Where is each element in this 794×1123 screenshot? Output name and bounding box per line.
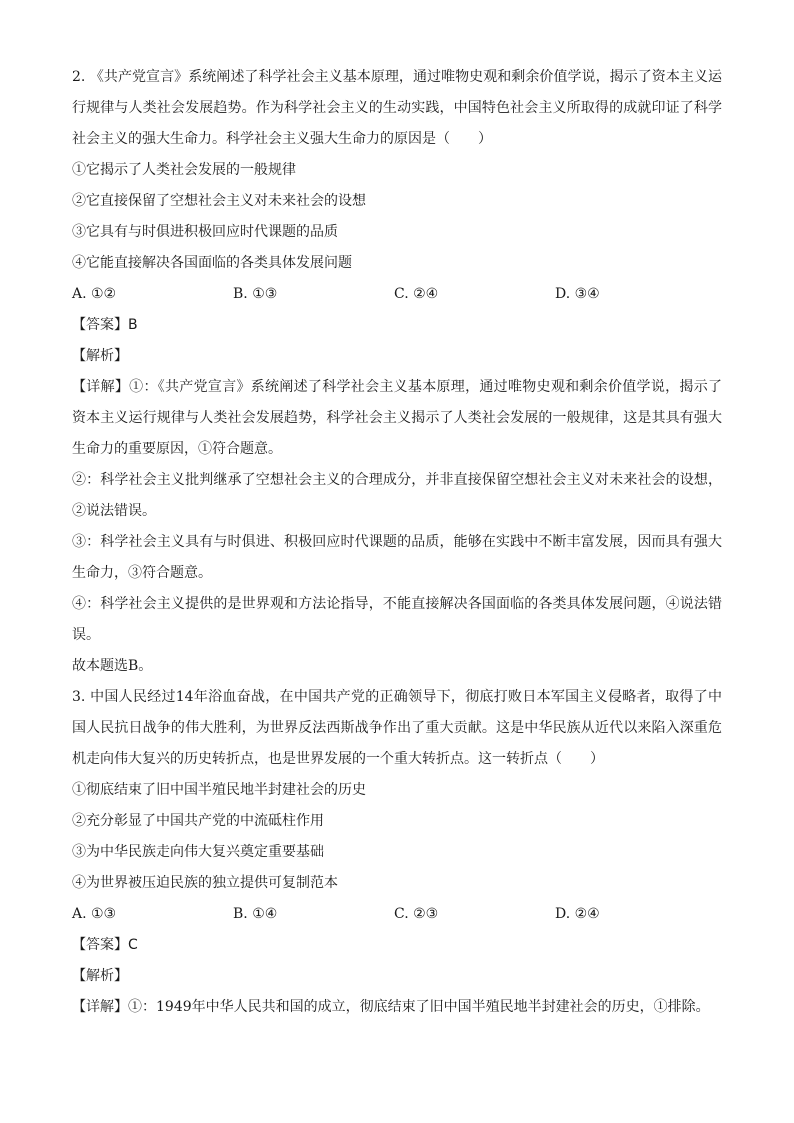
- detail-paragraph: ④：科学社会主义提供的是世界观和方法论指导，不能直接解决各国面临的各类具体发展问题，④说法错误。: [72, 596, 722, 643]
- statement-item: ③它具有与时俱进积极回应时代课题的品质: [72, 224, 338, 240]
- option-d: D. ③④: [555, 286, 600, 302]
- statement-item: ③为中华民族走向伟大复兴奠定重要基础: [72, 844, 324, 860]
- statement-item: ④为世界被压迫民族的独立提供可复制范本: [72, 875, 338, 891]
- statement-item: ②充分彰显了中国共产党的中流砥柱作用: [72, 813, 324, 829]
- option-c: C. ②④: [394, 286, 439, 302]
- detail-paragraph: 【详解】①：1949年中华人民共和国的成立，彻底结束了旧中国半殖民地半封建社会的历史，①排除。: [72, 999, 710, 1015]
- question-stem: 2. 《共产党宣言》系统阐述了科学社会主义基本原理，通过唯物史观和剩余价值学说，揭示了资本主义运行规律与人类社会发展趋势。作为科学社会主义的生动实践，中国特色社会主义所取得的成就印证了科学社会主义的强大生命力。科学社会主义强大生命力的原因是（ ）: [72, 69, 722, 147]
- option-b: B. ①④: [233, 906, 278, 922]
- option-d: D. ②④: [555, 906, 600, 922]
- option-b: B. ①③: [233, 286, 278, 302]
- answer-label: 【答案】B: [72, 317, 138, 333]
- detail-paragraph: ②：科学社会主义批判继承了空想社会主义的合理成分，并非直接保留空想社会主义对未来社会的设想，②说法错误。: [72, 472, 722, 519]
- option-c: C. ②③: [394, 906, 439, 922]
- statement-item: ④它能直接解决各国面临的各类具体发展问题: [72, 255, 352, 271]
- question-3: [72, 682, 722, 1023]
- conclusion-text: 故本题选B。: [72, 658, 153, 674]
- option-a: A. ①③: [72, 906, 117, 922]
- answer-options: [72, 279, 722, 310]
- statement-item: ①它揭示了人类社会发展的一般规律: [72, 162, 296, 178]
- document-page: [72, 62, 722, 1023]
- analysis-label: 【解析】: [72, 348, 128, 364]
- question-2: [72, 62, 722, 682]
- option-a: A. ①②: [72, 286, 117, 302]
- analysis-label: 【解析】: [72, 968, 128, 984]
- answer-options: [72, 899, 722, 930]
- detail-paragraph: ③：科学社会主义具有与时俱进、积极回应时代课题的品质，能够在实践中不断丰富发展，因而具有强大生命力，③符合题意。: [72, 534, 722, 581]
- detail-paragraph: 【详解】①：《共产党宣言》系统阐述了科学社会主义基本原理，通过唯物史观和剩余价值学说，揭示了资本主义运行规律与人类社会发展趋势，科学社会主义揭示了人类社会发展的一般规律，这是其具有强大生命力的重要原因，①符合题意。: [72, 379, 722, 457]
- question-stem: 3. 中国人民经过14年浴血奋战，在中国共产党的正确领导下，彻底打败日本军国主义侵略者，取得了中国人民抗日战争的伟大胜利，为世界反法西斯战争作出了重大贡献。这是中华民族从近代以来陷入深重危机走向伟大复兴的历史转折点，也是世界发展的一个重大转折点。这一转折点（ ）: [72, 689, 722, 767]
- statement-item: ②它直接保留了空想社会主义对未来社会的设想: [72, 193, 366, 209]
- answer-label: 【答案】C: [72, 937, 138, 953]
- statement-item: ①彻底结束了旧中国半殖民地半封建社会的历史: [72, 782, 366, 798]
